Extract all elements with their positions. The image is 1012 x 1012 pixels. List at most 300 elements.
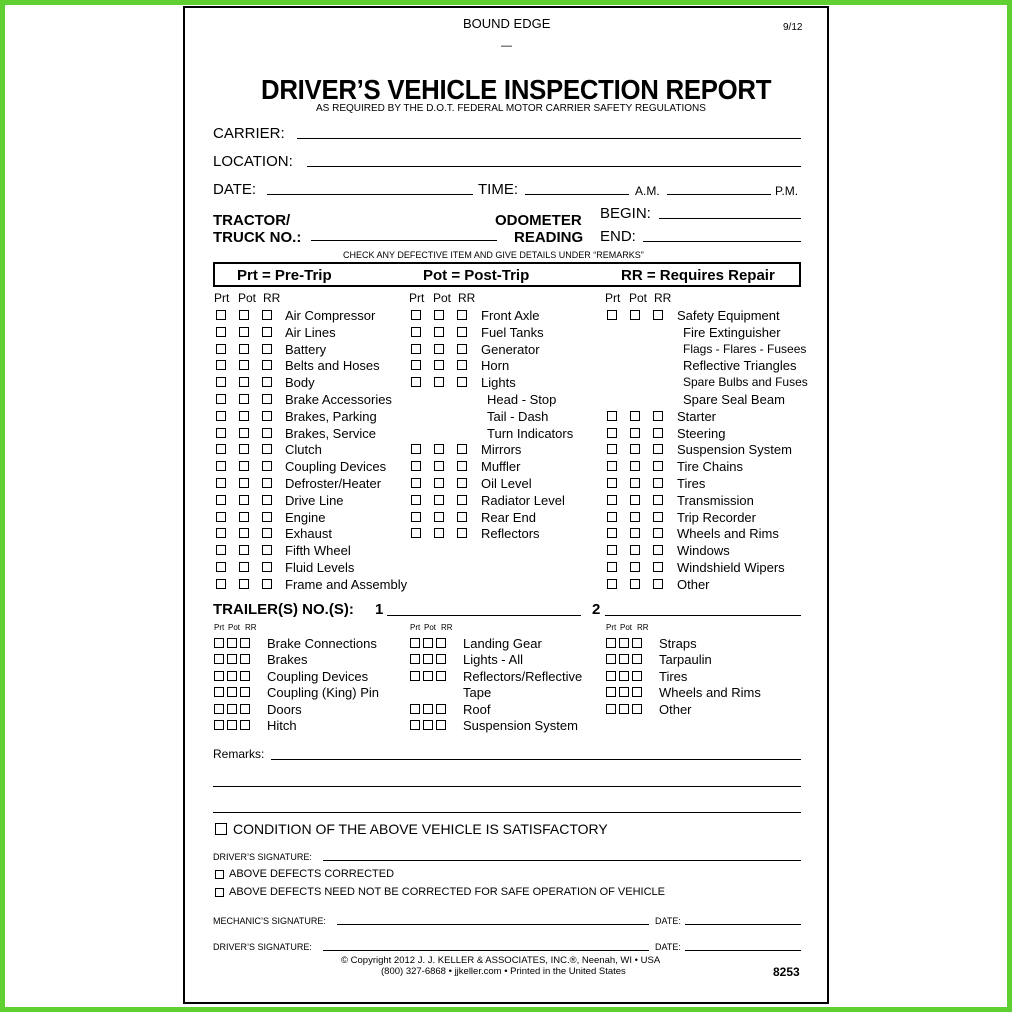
pot-checkbox[interactable] <box>227 720 237 730</box>
prt-checkbox[interactable] <box>216 562 226 572</box>
rr-checkbox[interactable] <box>653 545 663 555</box>
rr-checkbox[interactable] <box>262 377 272 387</box>
trailer-item: Tarpaulin <box>659 652 712 668</box>
pot-checkbox[interactable] <box>434 444 444 454</box>
rr-checkbox[interactable] <box>457 377 467 387</box>
rr-checkbox[interactable] <box>436 654 446 664</box>
driver-date-field[interactable] <box>685 950 801 951</box>
rr-checkbox[interactable] <box>653 444 663 454</box>
checklist-item: Fifth Wheel <box>285 543 351 559</box>
trailer-item: Brake Connections <box>267 636 377 651</box>
tractor-col3-prt-header: Prt <box>605 291 621 305</box>
location-field[interactable] <box>307 166 801 167</box>
pot-checkbox[interactable] <box>434 360 444 370</box>
checkbox-group <box>216 428 272 438</box>
checklist-item: Battery <box>285 341 327 357</box>
prt-checkbox[interactable] <box>216 411 226 421</box>
pot-checkbox[interactable] <box>239 512 249 522</box>
checklist-subitem: Spare Seal Beam <box>683 392 785 407</box>
prt-checkbox[interactable] <box>606 687 616 697</box>
carrier-label: CARRIER: <box>213 125 285 142</box>
pot-checkbox[interactable] <box>630 461 640 471</box>
defects-corrected-checkbox[interactable] <box>215 870 224 879</box>
prt-checkbox[interactable] <box>607 579 617 589</box>
checklist-item: Belts and Hoses <box>285 358 380 374</box>
rr-checkbox[interactable] <box>240 704 250 714</box>
rr-checkbox[interactable] <box>653 562 663 572</box>
pot-checkbox[interactable] <box>630 411 640 421</box>
rr-checkbox[interactable] <box>262 428 272 438</box>
pot-checkbox[interactable] <box>630 545 640 555</box>
rr-checkbox[interactable] <box>240 671 250 681</box>
prt-checkbox[interactable] <box>216 512 226 522</box>
prt-checkbox[interactable] <box>411 344 421 354</box>
checklist-item: Transmission <box>677 492 754 508</box>
rr-checkbox[interactable] <box>240 720 250 730</box>
pot-checkbox[interactable] <box>423 720 433 730</box>
checkbox-group <box>606 671 642 681</box>
checkbox-group <box>410 720 446 730</box>
rr-checkbox[interactable] <box>457 461 467 471</box>
pot-checkbox[interactable] <box>630 579 640 589</box>
driver-signature-2-field[interactable] <box>323 950 649 951</box>
prt-checkbox[interactable] <box>607 495 617 505</box>
mechanic-date-field[interactable] <box>685 924 801 925</box>
pot-checkbox[interactable] <box>227 671 237 681</box>
form-number: 8253 <box>773 965 800 979</box>
tractor-col1-rr-header: RR <box>263 291 281 305</box>
trailer-col2-rr-header: RR <box>441 623 453 632</box>
prt-checkbox[interactable] <box>607 411 617 421</box>
prt-checkbox[interactable] <box>216 545 226 555</box>
rr-checkbox[interactable] <box>653 478 663 488</box>
rr-checkbox[interactable] <box>262 360 272 370</box>
mechanic-signature-label: MECHANIC’S SIGNATURE: <box>213 916 326 926</box>
carrier-field[interactable] <box>297 138 801 139</box>
pot-checkbox[interactable] <box>239 562 249 572</box>
checkbox-group <box>216 360 272 370</box>
prt-checkbox[interactable] <box>607 310 617 320</box>
pot-checkbox[interactable] <box>434 495 444 505</box>
prt-checkbox[interactable] <box>411 478 421 488</box>
defects-not-corrected-label: ABOVE DEFECTS NEED NOT BE CORRECTED FOR SAFE OPERATION OF VEHICLE <box>229 886 665 898</box>
rr-checkbox[interactable] <box>262 394 272 404</box>
checklist-item: Front Axle <box>481 308 540 323</box>
prt-checkbox[interactable] <box>216 478 226 488</box>
odometer-end-field[interactable] <box>643 241 801 242</box>
pot-checkbox[interactable] <box>434 512 444 522</box>
checkbox-group <box>411 478 467 488</box>
checklist-item: Brakes, Parking <box>285 408 377 424</box>
odometer-end-label: END: <box>600 228 636 245</box>
rr-checkbox[interactable] <box>262 327 272 337</box>
pot-checkbox[interactable] <box>423 638 433 648</box>
driver-signature-2-label: DRIVER’S SIGNATURE: <box>213 942 312 952</box>
rr-checkbox[interactable] <box>653 428 663 438</box>
prt-checkbox[interactable] <box>216 344 226 354</box>
checklist-subitem: Turn Indicators <box>487 425 574 441</box>
odometer-begin-label: BEGIN: <box>600 205 651 222</box>
pot-checkbox[interactable] <box>239 360 249 370</box>
tractor-col1-pot-header: Pot <box>238 291 257 305</box>
prt-checkbox[interactable] <box>216 428 226 438</box>
checkbox-group <box>411 461 467 471</box>
pot-checkbox[interactable] <box>434 327 444 337</box>
condition-satisfactory-label: CONDITION OF THE ABOVE VEHICLE IS SATISFACTORY <box>233 821 608 837</box>
prt-checkbox[interactable] <box>607 545 617 555</box>
checklist-item: Oil Level <box>481 476 532 491</box>
trailer-1-field[interactable] <box>387 615 581 616</box>
rr-checkbox[interactable] <box>653 579 663 589</box>
checkbox-group <box>411 377 467 387</box>
rr-checkbox[interactable] <box>457 327 467 337</box>
rr-checkbox[interactable] <box>262 495 272 505</box>
rr-checkbox[interactable] <box>262 310 272 320</box>
defects-corrected-label: ABOVE DEFECTS CORRECTED <box>229 868 395 880</box>
pot-checkbox[interactable] <box>423 671 433 681</box>
prt-checkbox[interactable] <box>606 638 616 648</box>
prt-checkbox[interactable] <box>214 687 224 697</box>
rr-checkbox[interactable] <box>262 478 272 488</box>
pot-checkbox[interactable] <box>630 528 640 538</box>
checklist-item: Fuel Tanks <box>481 324 544 340</box>
checkbox-group <box>214 654 250 664</box>
rr-checkbox[interactable] <box>262 411 272 421</box>
pot-checkbox[interactable] <box>619 704 629 714</box>
checklist-item: Radiator Level <box>481 492 565 508</box>
pot-checkbox[interactable] <box>227 687 237 697</box>
pot-checkbox[interactable] <box>434 310 444 320</box>
prt-checkbox[interactable] <box>214 638 224 648</box>
pot-checkbox[interactable] <box>434 461 444 471</box>
checkbox-group <box>216 512 272 522</box>
pot-checkbox[interactable] <box>619 671 629 681</box>
prt-checkbox[interactable] <box>216 310 226 320</box>
truck-number-field[interactable] <box>311 240 497 241</box>
rr-checkbox[interactable] <box>262 528 272 538</box>
prt-checkbox[interactable] <box>607 528 617 538</box>
pot-checkbox[interactable] <box>227 638 237 648</box>
rr-checkbox[interactable] <box>457 344 467 354</box>
checklist-item: Safety Equipment <box>677 308 780 323</box>
driver-signature-label: DRIVER’S SIGNATURE: <box>213 852 312 862</box>
rr-checkbox[interactable] <box>653 495 663 505</box>
prt-checkbox[interactable] <box>214 671 224 681</box>
pot-checkbox[interactable] <box>239 377 249 387</box>
checkbox-group <box>607 461 663 471</box>
rr-checkbox[interactable] <box>240 687 250 697</box>
checkbox-group <box>216 411 272 421</box>
instructions: CHECK ANY DEFECTIVE ITEM AND GIVE DETAILS UNDER “REMARKS” <box>343 250 644 260</box>
checklist-item: Engine <box>285 509 326 525</box>
rr-checkbox[interactable] <box>457 310 467 320</box>
rr-checkbox[interactable] <box>457 444 467 454</box>
prt-checkbox[interactable] <box>410 704 420 714</box>
prt-checkbox[interactable] <box>411 327 421 337</box>
rr-checkbox[interactable] <box>262 579 272 589</box>
prt-checkbox[interactable] <box>606 654 616 664</box>
remarks-line-1[interactable] <box>271 759 801 760</box>
checklist-item: Windows <box>677 543 730 559</box>
checklist-item: Air Compressor <box>285 308 376 323</box>
pot-checkbox[interactable] <box>239 344 249 354</box>
prt-checkbox[interactable] <box>607 512 617 522</box>
trailer-2-field[interactable] <box>605 615 801 616</box>
rr-checkbox[interactable] <box>653 461 663 471</box>
rr-checkbox[interactable] <box>653 310 663 320</box>
checklist-item: Clutch <box>285 442 322 458</box>
rr-checkbox[interactable] <box>262 562 272 572</box>
date-field[interactable] <box>267 194 473 195</box>
mechanic-signature-field[interactable] <box>337 924 649 925</box>
prt-checkbox[interactable] <box>410 671 420 681</box>
checklist-item: Muffler <box>481 459 521 475</box>
prt-checkbox[interactable] <box>214 704 224 714</box>
odometer-begin-field[interactable] <box>659 218 801 219</box>
checkbox-group <box>214 704 250 714</box>
checkbox-group <box>216 528 272 538</box>
pot-checkbox[interactable] <box>239 528 249 538</box>
trailer-col3-pot-header: Pot <box>620 623 633 632</box>
checklist-item: Steering <box>677 425 726 441</box>
rr-checkbox[interactable] <box>436 720 446 730</box>
rr-checkbox[interactable] <box>262 512 272 522</box>
prt-checkbox[interactable] <box>216 495 226 505</box>
pot-checkbox[interactable] <box>619 687 629 697</box>
pot-checkbox[interactable] <box>239 461 249 471</box>
prt-checkbox[interactable] <box>411 512 421 522</box>
trailer-label: TRAILER(S) NO.(S): <box>213 601 354 618</box>
rr-checkbox[interactable] <box>262 545 272 555</box>
checkbox-group <box>216 310 272 320</box>
prt-checkbox[interactable] <box>216 461 226 471</box>
rr-checkbox[interactable] <box>632 671 642 681</box>
checkbox-group <box>607 428 663 438</box>
prt-checkbox[interactable] <box>607 478 617 488</box>
condition-satisfactory-checkbox[interactable] <box>215 823 227 835</box>
rr-checkbox[interactable] <box>262 444 272 454</box>
prt-checkbox[interactable] <box>411 360 421 370</box>
pot-checkbox[interactable] <box>239 394 249 404</box>
trailer-col3-prt-header: Prt <box>606 623 617 632</box>
checklist-item: Trip Recorder <box>677 509 756 525</box>
pot-checkbox[interactable] <box>630 478 640 488</box>
rr-checkbox[interactable] <box>653 512 663 522</box>
pot-checkbox[interactable] <box>434 478 444 488</box>
prt-checkbox[interactable] <box>216 579 226 589</box>
checklist-item: Mirrors <box>481 442 522 458</box>
rr-checkbox[interactable] <box>457 360 467 370</box>
checklist-item: Generator <box>481 341 540 357</box>
checkbox-group <box>410 654 446 664</box>
checkbox-group <box>411 495 467 505</box>
checklist-item: Air Lines <box>285 324 336 340</box>
tractor-col2-rr-header: RR <box>458 291 476 305</box>
pot-checkbox[interactable] <box>239 545 249 555</box>
prt-checkbox[interactable] <box>216 394 226 404</box>
prt-checkbox[interactable] <box>411 310 421 320</box>
prt-checkbox[interactable] <box>607 562 617 572</box>
pot-checkbox[interactable] <box>630 495 640 505</box>
rr-checkbox[interactable] <box>653 411 663 421</box>
rr-checkbox[interactable] <box>632 654 642 664</box>
page-title: DRIVER’S VEHICLE INSPECTION REPORT <box>261 74 772 105</box>
checklist-item: Lights <box>481 375 516 391</box>
prt-checkbox[interactable] <box>607 444 617 454</box>
tractor-col3-pot-header: Pot <box>629 291 648 305</box>
checkbox-group <box>216 545 272 555</box>
checkbox-group <box>411 344 467 354</box>
prt-checkbox[interactable] <box>216 444 226 454</box>
pot-checkbox[interactable] <box>239 478 249 488</box>
trailer-col2-pot-header: Pot <box>424 623 437 632</box>
prt-checkbox[interactable] <box>410 654 420 664</box>
pot-checkbox[interactable] <box>239 495 249 505</box>
pot-checkbox[interactable] <box>630 512 640 522</box>
pot-checkbox[interactable] <box>619 654 629 664</box>
rr-checkbox[interactable] <box>436 638 446 648</box>
time-am-field[interactable] <box>525 194 629 195</box>
prt-checkbox[interactable] <box>411 444 421 454</box>
prt-checkbox[interactable] <box>411 377 421 387</box>
rr-checkbox[interactable] <box>653 528 663 538</box>
checklist-item: Brakes, Service <box>285 425 377 441</box>
trailer-item: Tires <box>659 668 688 684</box>
rr-checkbox[interactable] <box>632 638 642 648</box>
pm-label: P.M. <box>775 184 799 198</box>
checklist-subitem: Reflective Triangles <box>683 358 797 374</box>
trailer-1-label: 1 <box>375 601 384 618</box>
time-pm-field[interactable] <box>667 194 771 195</box>
pot-checkbox[interactable] <box>239 444 249 454</box>
remarks-line-2[interactable] <box>213 786 801 787</box>
trailer-item: Doors <box>267 701 302 717</box>
checkbox-group <box>607 528 663 538</box>
trailer-col1-prt-header: Prt <box>214 623 225 632</box>
rr-checkbox[interactable] <box>457 495 467 505</box>
trailer-item: Coupling Devices <box>267 668 369 684</box>
trailer-col2-prt-header: Prt <box>410 623 421 632</box>
checklist-item: Suspension System <box>677 442 792 458</box>
checklist-item: Body <box>285 375 315 391</box>
checklist-subitem: Fire Extinguisher <box>683 324 781 340</box>
pot-checkbox[interactable] <box>619 638 629 648</box>
checkbox-group <box>214 687 250 697</box>
rr-checkbox[interactable] <box>457 528 467 538</box>
tractor-col2-prt-header: Prt <box>409 291 425 305</box>
prt-checkbox[interactable] <box>216 528 226 538</box>
pot-checkbox[interactable] <box>423 704 433 714</box>
rr-checkbox[interactable] <box>632 687 642 697</box>
location-label: LOCATION: <box>213 153 293 170</box>
pot-checkbox[interactable] <box>630 562 640 572</box>
rr-checkbox[interactable] <box>457 478 467 488</box>
trailer-item: Suspension System <box>463 718 578 733</box>
pot-checkbox[interactable] <box>227 704 237 714</box>
pot-checkbox[interactable] <box>434 528 444 538</box>
pot-checkbox[interactable] <box>239 579 249 589</box>
trailer-item: Coupling (King) Pin <box>267 685 380 701</box>
prt-checkbox[interactable] <box>410 638 420 648</box>
checkbox-group <box>411 360 467 370</box>
rr-checkbox[interactable] <box>632 704 642 714</box>
am-label: A.M. <box>635 184 660 198</box>
pot-checkbox[interactable] <box>434 377 444 387</box>
checkbox-group <box>214 671 250 681</box>
trailer-item: Lights - All <box>463 652 523 668</box>
pot-checkbox[interactable] <box>239 327 249 337</box>
prt-checkbox[interactable] <box>216 327 226 337</box>
checkbox-group <box>410 704 446 714</box>
checklist-item: Windshield Wipers <box>677 560 785 575</box>
checkbox-group <box>216 579 272 589</box>
rr-checkbox[interactable] <box>262 461 272 471</box>
rr-checkbox[interactable] <box>436 704 446 714</box>
checklist-item: Rear End <box>481 509 536 525</box>
prt-checkbox[interactable] <box>410 720 420 730</box>
pot-checkbox[interactable] <box>239 310 249 320</box>
mechanic-date-label: DATE: <box>655 916 681 926</box>
checklist-item: Other <box>677 576 710 592</box>
prt-checkbox[interactable] <box>214 720 224 730</box>
pot-checkbox[interactable] <box>227 654 237 664</box>
rr-checkbox[interactable] <box>240 654 250 664</box>
odometer-label-line1: ODOMETER <box>495 212 582 229</box>
trailer-item-continuation: Tape <box>463 685 492 701</box>
prt-checkbox[interactable] <box>411 495 421 505</box>
pot-checkbox[interactable] <box>434 344 444 354</box>
pot-checkbox[interactable] <box>423 654 433 664</box>
prt-checkbox[interactable] <box>214 654 224 664</box>
checkbox-group <box>606 687 642 697</box>
checklist-item: Coupling Devices <box>285 459 387 475</box>
legend-post-trip: Pot = Post-Trip <box>423 267 530 284</box>
checkbox-group <box>216 377 272 387</box>
prt-checkbox[interactable] <box>606 671 616 681</box>
pot-checkbox[interactable] <box>630 428 640 438</box>
pot-checkbox[interactable] <box>239 428 249 438</box>
trailer-2-label: 2 <box>592 601 601 618</box>
checkbox-group <box>216 495 272 505</box>
remarks-line-3[interactable] <box>213 812 801 813</box>
footer-contact: (800) 327-6868 • jjkeller.com • Printed in the United States <box>381 966 626 977</box>
prt-checkbox[interactable] <box>607 428 617 438</box>
pot-checkbox[interactable] <box>630 310 640 320</box>
prt-checkbox[interactable] <box>411 461 421 471</box>
checkbox-group <box>216 444 272 454</box>
checklist-item: Brake Accessories <box>285 392 392 407</box>
rr-checkbox[interactable] <box>262 344 272 354</box>
pot-checkbox[interactable] <box>239 411 249 421</box>
prt-checkbox[interactable] <box>606 704 616 714</box>
trailer-item: Brakes <box>267 652 308 668</box>
prt-checkbox[interactable] <box>411 528 421 538</box>
checkbox-group <box>410 638 446 648</box>
checklist-item: Starter <box>677 408 717 424</box>
trailer-col3-rr-header: RR <box>637 623 649 632</box>
rr-checkbox[interactable] <box>240 638 250 648</box>
rr-checkbox[interactable] <box>436 671 446 681</box>
tractor-col3-rr-header: RR <box>654 291 672 305</box>
checkbox-group <box>607 562 663 572</box>
defects-not-corrected-checkbox[interactable] <box>215 888 224 897</box>
prt-checkbox[interactable] <box>607 461 617 471</box>
prt-checkbox[interactable] <box>216 377 226 387</box>
pot-checkbox[interactable] <box>630 444 640 454</box>
rr-checkbox[interactable] <box>457 512 467 522</box>
prt-checkbox[interactable] <box>216 360 226 370</box>
driver-signature-field[interactable] <box>323 860 801 861</box>
